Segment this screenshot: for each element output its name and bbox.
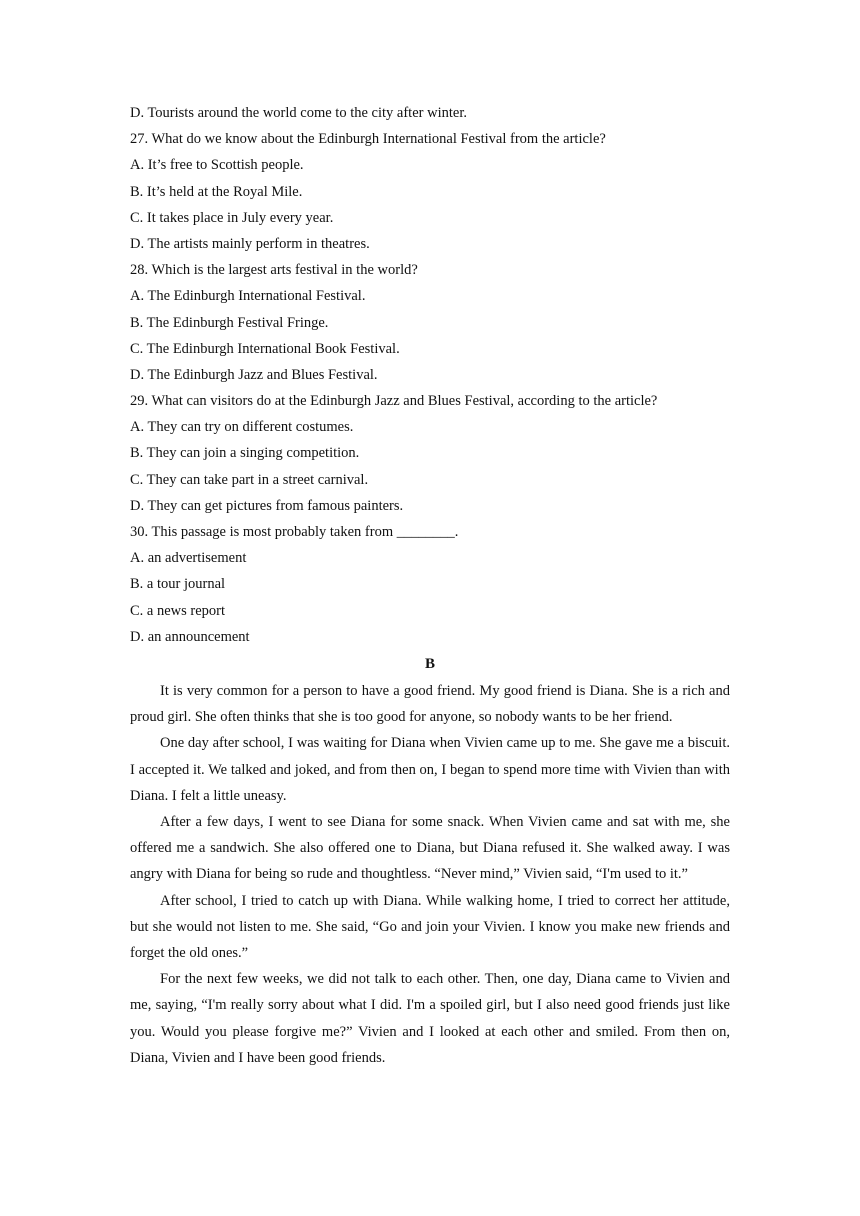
- option-line: D. They can get pictures from famous painters.: [130, 497, 404, 514]
- question-28: 28. Which is the largest arts festival in the world?: [130, 262, 418, 279]
- option-line: A. They can try on different costumes.: [130, 419, 354, 436]
- option-line: B. It’s held at the Royal Mile.: [130, 183, 303, 200]
- option-line: D. Tourists around the world come to the city after winter.: [130, 105, 467, 121]
- option-line: C. The Edinburgh International Book Festival.: [130, 340, 400, 357]
- option-line: A. The Edinburgh International Festival.: [130, 288, 366, 305]
- passage-paragraph: For the next few weeks, we did not talk to each other. Then, one day, Diana came to Vivien and me, saying, “I'm really sorry about what I did. I'm a spoiled girl, but I also need good friends just like you. Would you please forgive me?” Vivien and I looked at each other and smiled. From then on, Diana, Vivien and I have been good friends.: [130, 971, 730, 1066]
- option-line: C. a news report: [130, 602, 226, 619]
- option-line: B. The Edinburgh Festival Fringe.: [130, 314, 329, 331]
- passage-paragraph: After school, I tried to catch up with Diana. While walking home, I tried to correct her attitude, but she would not listen to me. She said, “Go and join your Vivien. I know you make new friends and forget the old ones.”: [130, 892, 730, 961]
- option-line: C. It takes place in July every year.: [130, 209, 334, 226]
- option-line: B. They can join a singing competition.: [130, 445, 360, 462]
- option-line: C. They can take part in a street carnival.: [130, 471, 369, 488]
- question-27: 27. What do we know about the Edinburgh International Festival from the article?: [130, 131, 606, 148]
- option-line: D. The Edinburgh Jazz and Blues Festival.: [130, 366, 378, 383]
- passage-paragraph: It is very common for a person to have a good friend. My good friend is Diana. She is a rich and proud girl. She often thinks that she is too good for anyone, so nobody wants to be her friend.: [130, 682, 730, 726]
- section-heading: B: [424, 655, 435, 672]
- option-line: A. an advertisement: [130, 550, 247, 567]
- option-line: D. an announcement: [130, 628, 250, 645]
- option-line: D. The artists mainly perform in theatres.: [130, 235, 370, 252]
- question-30: 30. This passage is most probably taken from ________.: [130, 524, 459, 540]
- option-line: B. a tour journal: [130, 576, 226, 593]
- option-line: A. It’s free to Scottish people.: [130, 157, 304, 174]
- page-content: [130, 100, 730, 1071]
- question-29: 29. What can visitors do at the Edinburgh Jazz and Blues Festival, according to the article?: [130, 393, 658, 410]
- passage-paragraph: After a few days, I went to see Diana for some snack. When Vivien came and sat with me, she offered me a sandwich. She also offered one to Diana, but Diana refused it. She walked away. I was angry with Diana for being so rude and thoughtless. “Never mind,” Vivien said, “I'm used to it.”: [130, 813, 730, 883]
- passage-paragraph: One day after school, I was waiting for Diana when Vivien came up to me. She gave me a biscuit. I accepted it. We talked and joked, and from then on, I began to spend more time with Vivien than with Diana. I felt a little uneasy.: [130, 735, 730, 804]
